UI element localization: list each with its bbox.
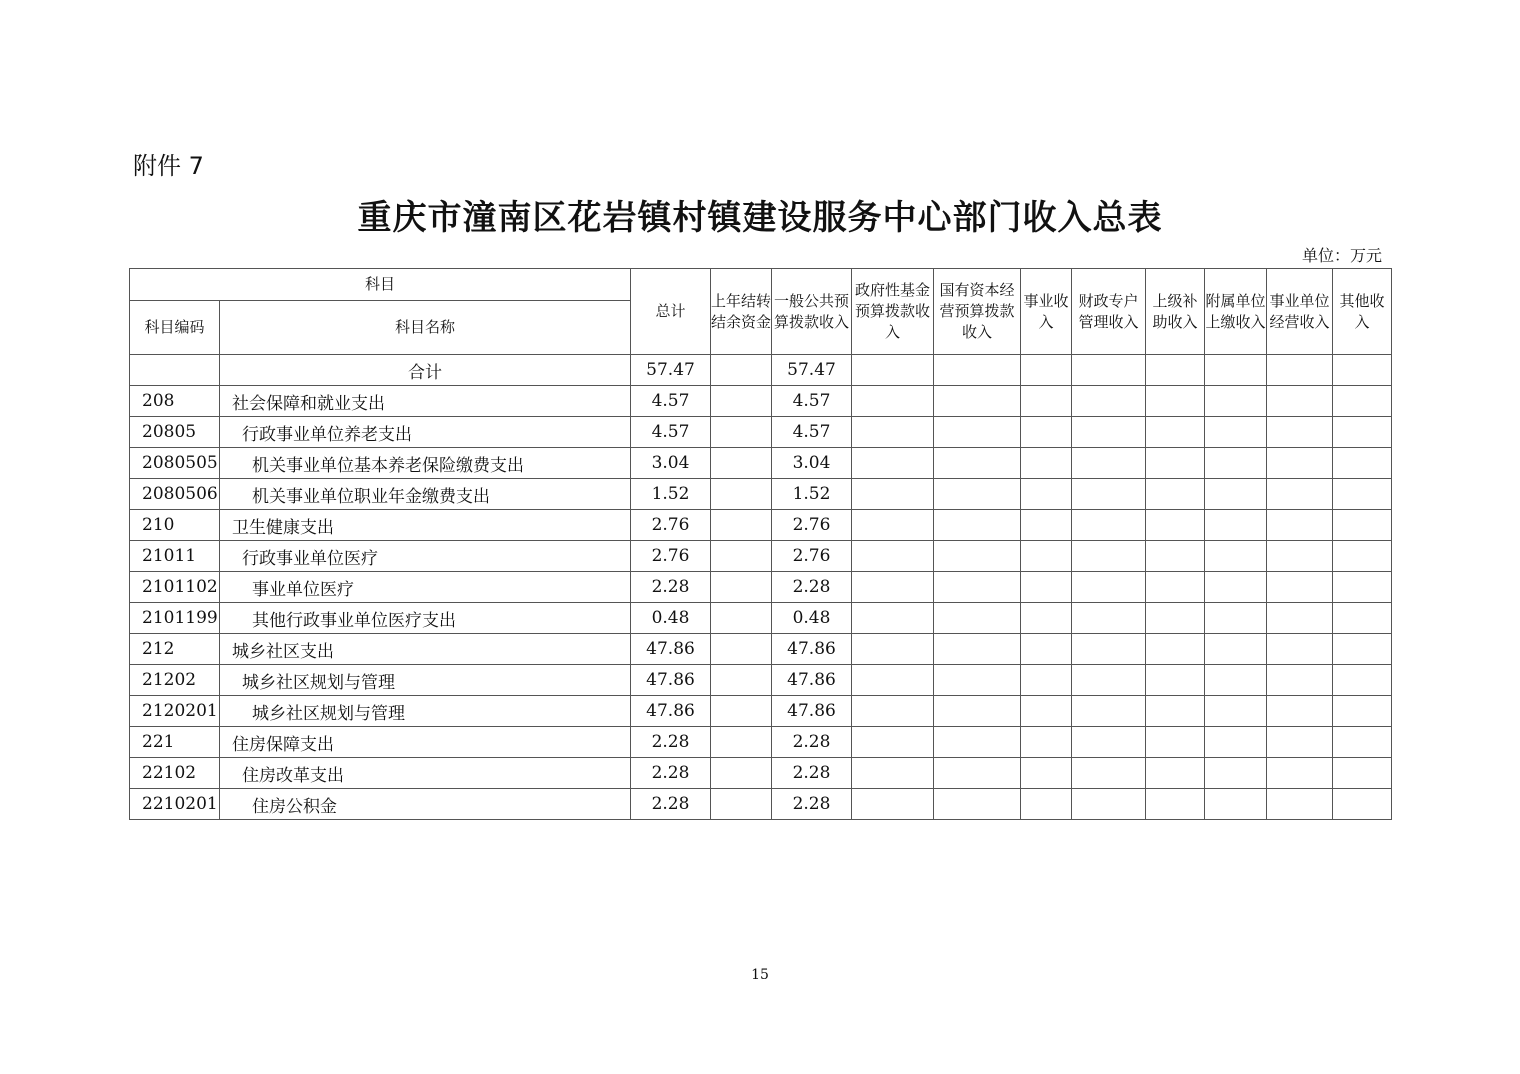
table-row <box>130 758 1392 789</box>
total-value: 57.47 <box>631 355 711 386</box>
row-total: 0.48 <box>631 603 711 634</box>
row-name: 城乡社区支出 <box>220 634 631 665</box>
row-general-budget: 2.28 <box>772 789 852 820</box>
row-fiscal-account <box>1072 479 1146 510</box>
header-state-capital: 国有资本经营预算拨款收入 <box>934 269 1021 355</box>
row-business-operation <box>1267 541 1333 572</box>
row-code: 21202 <box>130 665 220 696</box>
table-row <box>130 727 1392 758</box>
row-code: 20805 <box>130 417 220 448</box>
row-business-income <box>1021 789 1072 820</box>
row-business-operation <box>1267 386 1333 417</box>
row-state-capital <box>934 727 1021 758</box>
row-code: 2210201 <box>130 789 220 820</box>
row-higher-subsidy <box>1146 386 1205 417</box>
row-higher-subsidy <box>1146 696 1205 727</box>
table-row <box>130 448 1392 479</box>
row-state-capital <box>934 479 1021 510</box>
row-general-budget: 3.04 <box>772 448 852 479</box>
row-other <box>1333 479 1392 510</box>
row-higher-subsidy <box>1146 727 1205 758</box>
table-row <box>130 603 1392 634</box>
attachment-label: 附件 7 <box>133 152 204 180</box>
row-general-budget: 1.52 <box>772 479 852 510</box>
row-business-operation <box>1267 634 1333 665</box>
row-prev-balance <box>711 572 772 603</box>
row-business-income <box>1021 727 1072 758</box>
row-business-income <box>1021 510 1072 541</box>
row-name: 住房改革支出 <box>220 758 631 789</box>
row-state-capital <box>934 510 1021 541</box>
row-gov-fund <box>852 603 934 634</box>
total-general-budget: 57.47 <box>772 355 852 386</box>
row-other <box>1333 541 1392 572</box>
row-gov-fund <box>852 448 934 479</box>
row-code: 221 <box>130 727 220 758</box>
row-state-capital <box>934 386 1021 417</box>
header-business-operation: 事业单位经营收入 <box>1267 269 1333 355</box>
row-state-capital <box>934 541 1021 572</box>
row-state-capital <box>934 603 1021 634</box>
row-business-operation <box>1267 603 1333 634</box>
row-name: 行政事业单位养老支出 <box>220 417 631 448</box>
row-affiliated <box>1205 665 1267 696</box>
header-subject: 科目 <box>130 269 631 301</box>
row-business-operation <box>1267 665 1333 696</box>
row-gov-fund <box>852 479 934 510</box>
row-fiscal-account <box>1072 758 1146 789</box>
row-fiscal-account <box>1072 572 1146 603</box>
row-other <box>1333 603 1392 634</box>
row-affiliated <box>1205 510 1267 541</box>
row-business-operation <box>1267 758 1333 789</box>
row-other <box>1333 727 1392 758</box>
row-gov-fund <box>852 417 934 448</box>
row-affiliated <box>1205 417 1267 448</box>
row-fiscal-account <box>1072 386 1146 417</box>
row-general-budget: 47.86 <box>772 634 852 665</box>
row-general-budget: 0.48 <box>772 603 852 634</box>
header-code: 科目编码 <box>130 301 220 355</box>
row-fiscal-account <box>1072 634 1146 665</box>
row-prev-balance <box>711 510 772 541</box>
row-higher-subsidy <box>1146 572 1205 603</box>
row-code: 2080505 <box>130 448 220 479</box>
table-row <box>130 634 1392 665</box>
row-business-income <box>1021 386 1072 417</box>
row-total: 2.28 <box>631 727 711 758</box>
row-prev-balance <box>711 541 772 572</box>
row-fiscal-account <box>1072 789 1146 820</box>
row-code: 2101102 <box>130 572 220 603</box>
row-total: 47.86 <box>631 696 711 727</box>
row-other <box>1333 634 1392 665</box>
row-prev-balance <box>711 758 772 789</box>
header-higher-subsidy: 上级补助收入 <box>1146 269 1205 355</box>
row-other <box>1333 665 1392 696</box>
row-name: 机关事业单位基本养老保险缴费支出 <box>220 448 631 479</box>
row-business-income <box>1021 603 1072 634</box>
table-row <box>130 510 1392 541</box>
unit-label: 单位：万元 <box>1301 246 1382 265</box>
row-business-operation <box>1267 510 1333 541</box>
row-name: 卫生健康支出 <box>220 510 631 541</box>
page-number: 15 <box>751 967 769 983</box>
row-business-income <box>1021 634 1072 665</box>
row-prev-balance <box>711 479 772 510</box>
row-affiliated <box>1205 634 1267 665</box>
row-name: 社会保障和就业支出 <box>220 386 631 417</box>
row-name: 城乡社区规划与管理 <box>220 665 631 696</box>
header-general-budget: 一般公共预算拨款收入 <box>772 269 852 355</box>
row-total: 4.57 <box>631 386 711 417</box>
row-general-budget: 4.57 <box>772 417 852 448</box>
row-state-capital <box>934 665 1021 696</box>
row-general-budget: 4.57 <box>772 386 852 417</box>
row-business-income <box>1021 572 1072 603</box>
row-name: 住房保障支出 <box>220 727 631 758</box>
row-affiliated <box>1205 696 1267 727</box>
header-fiscal-account: 财政专户管理收入 <box>1072 269 1146 355</box>
page-title: 重庆市潼南区花岩镇村镇建设服务中心部门收入总表 <box>357 198 1163 238</box>
row-total: 2.28 <box>631 789 711 820</box>
row-state-capital <box>934 572 1021 603</box>
header-business-income: 事业收入 <box>1021 269 1072 355</box>
row-gov-fund <box>852 665 934 696</box>
row-general-budget: 47.86 <box>772 665 852 696</box>
header-gov-fund: 政府性基金预算拨款收入 <box>852 269 934 355</box>
row-state-capital <box>934 758 1021 789</box>
row-business-operation <box>1267 417 1333 448</box>
row-higher-subsidy <box>1146 665 1205 696</box>
row-higher-subsidy <box>1146 479 1205 510</box>
row-total: 2.76 <box>631 541 711 572</box>
row-fiscal-account <box>1072 603 1146 634</box>
header-total: 总计 <box>631 269 711 355</box>
row-affiliated <box>1205 448 1267 479</box>
total-row <box>130 355 1392 386</box>
row-state-capital <box>934 789 1021 820</box>
row-total: 2.28 <box>631 572 711 603</box>
row-name: 其他行政事业单位医疗支出 <box>220 603 631 634</box>
row-higher-subsidy <box>1146 758 1205 789</box>
row-other <box>1333 572 1392 603</box>
row-business-operation <box>1267 448 1333 479</box>
row-fiscal-account <box>1072 665 1146 696</box>
table-row <box>130 417 1392 448</box>
table-row <box>130 665 1392 696</box>
row-business-income <box>1021 541 1072 572</box>
row-other <box>1333 417 1392 448</box>
row-gov-fund <box>852 541 934 572</box>
row-prev-balance <box>711 417 772 448</box>
row-fiscal-account <box>1072 541 1146 572</box>
row-business-operation <box>1267 789 1333 820</box>
row-gov-fund <box>852 634 934 665</box>
row-gov-fund <box>852 386 934 417</box>
row-fiscal-account <box>1072 417 1146 448</box>
row-name: 机关事业单位职业年金缴费支出 <box>220 479 631 510</box>
table-row <box>130 696 1392 727</box>
row-name: 行政事业单位医疗 <box>220 541 631 572</box>
row-code: 2101199 <box>130 603 220 634</box>
row-name: 城乡社区规划与管理 <box>220 696 631 727</box>
row-gov-fund <box>852 510 934 541</box>
row-total: 1.52 <box>631 479 711 510</box>
row-prev-balance <box>711 727 772 758</box>
row-code: 212 <box>130 634 220 665</box>
header-prev-balance: 上年结转结余资金 <box>711 269 772 355</box>
row-business-income <box>1021 696 1072 727</box>
row-higher-subsidy <box>1146 510 1205 541</box>
row-other <box>1333 789 1392 820</box>
row-fiscal-account <box>1072 510 1146 541</box>
row-other <box>1333 386 1392 417</box>
table-row <box>130 541 1392 572</box>
row-general-budget: 2.28 <box>772 727 852 758</box>
header-other: 其他收入 <box>1333 269 1392 355</box>
row-gov-fund <box>852 758 934 789</box>
row-total: 2.76 <box>631 510 711 541</box>
row-gov-fund <box>852 572 934 603</box>
row-code: 2120201 <box>130 696 220 727</box>
table-row <box>130 386 1392 417</box>
total-label: 合计 <box>220 355 631 386</box>
row-other <box>1333 758 1392 789</box>
row-general-budget: 47.86 <box>772 696 852 727</box>
table-row <box>130 479 1392 510</box>
row-other <box>1333 696 1392 727</box>
row-business-operation <box>1267 479 1333 510</box>
row-affiliated <box>1205 758 1267 789</box>
row-higher-subsidy <box>1146 541 1205 572</box>
row-code: 22102 <box>130 758 220 789</box>
row-business-income <box>1021 665 1072 696</box>
row-business-operation <box>1267 572 1333 603</box>
row-state-capital <box>934 634 1021 665</box>
row-higher-subsidy <box>1146 603 1205 634</box>
row-fiscal-account <box>1072 727 1146 758</box>
row-higher-subsidy <box>1146 634 1205 665</box>
row-affiliated <box>1205 479 1267 510</box>
row-general-budget: 2.28 <box>772 758 852 789</box>
row-other <box>1333 448 1392 479</box>
row-general-budget: 2.76 <box>772 541 852 572</box>
row-affiliated <box>1205 727 1267 758</box>
row-prev-balance <box>711 789 772 820</box>
row-affiliated <box>1205 789 1267 820</box>
header-affiliated: 附属单位上缴收入 <box>1205 269 1267 355</box>
row-fiscal-account <box>1072 448 1146 479</box>
row-state-capital <box>934 696 1021 727</box>
row-name: 住房公积金 <box>220 789 631 820</box>
row-affiliated <box>1205 541 1267 572</box>
table-row <box>130 572 1392 603</box>
row-total: 4.57 <box>631 417 711 448</box>
row-higher-subsidy <box>1146 417 1205 448</box>
row-business-income <box>1021 448 1072 479</box>
row-code: 208 <box>130 386 220 417</box>
row-affiliated <box>1205 386 1267 417</box>
row-general-budget: 2.28 <box>772 572 852 603</box>
row-code: 21011 <box>130 541 220 572</box>
row-total: 47.86 <box>631 665 711 696</box>
row-business-income <box>1021 479 1072 510</box>
row-state-capital <box>934 417 1021 448</box>
row-business-operation <box>1267 696 1333 727</box>
row-prev-balance <box>711 696 772 727</box>
header-name: 科目名称 <box>220 301 631 355</box>
row-total: 3.04 <box>631 448 711 479</box>
row-affiliated <box>1205 603 1267 634</box>
table-row <box>130 789 1392 820</box>
row-gov-fund <box>852 727 934 758</box>
row-affiliated <box>1205 572 1267 603</box>
row-higher-subsidy <box>1146 448 1205 479</box>
row-code: 2080506 <box>130 479 220 510</box>
row-gov-fund <box>852 696 934 727</box>
row-name: 事业单位医疗 <box>220 572 631 603</box>
row-gov-fund <box>852 789 934 820</box>
row-prev-balance <box>711 665 772 696</box>
row-general-budget: 2.76 <box>772 510 852 541</box>
income-summary-table <box>129 268 1392 820</box>
row-state-capital <box>934 448 1021 479</box>
row-higher-subsidy <box>1146 789 1205 820</box>
row-prev-balance <box>711 603 772 634</box>
row-prev-balance <box>711 448 772 479</box>
row-prev-balance <box>711 634 772 665</box>
row-total: 2.28 <box>631 758 711 789</box>
row-business-income <box>1021 758 1072 789</box>
row-prev-balance <box>711 386 772 417</box>
row-other <box>1333 510 1392 541</box>
row-business-income <box>1021 417 1072 448</box>
row-fiscal-account <box>1072 696 1146 727</box>
row-business-operation <box>1267 727 1333 758</box>
row-code: 210 <box>130 510 220 541</box>
row-total: 47.86 <box>631 634 711 665</box>
